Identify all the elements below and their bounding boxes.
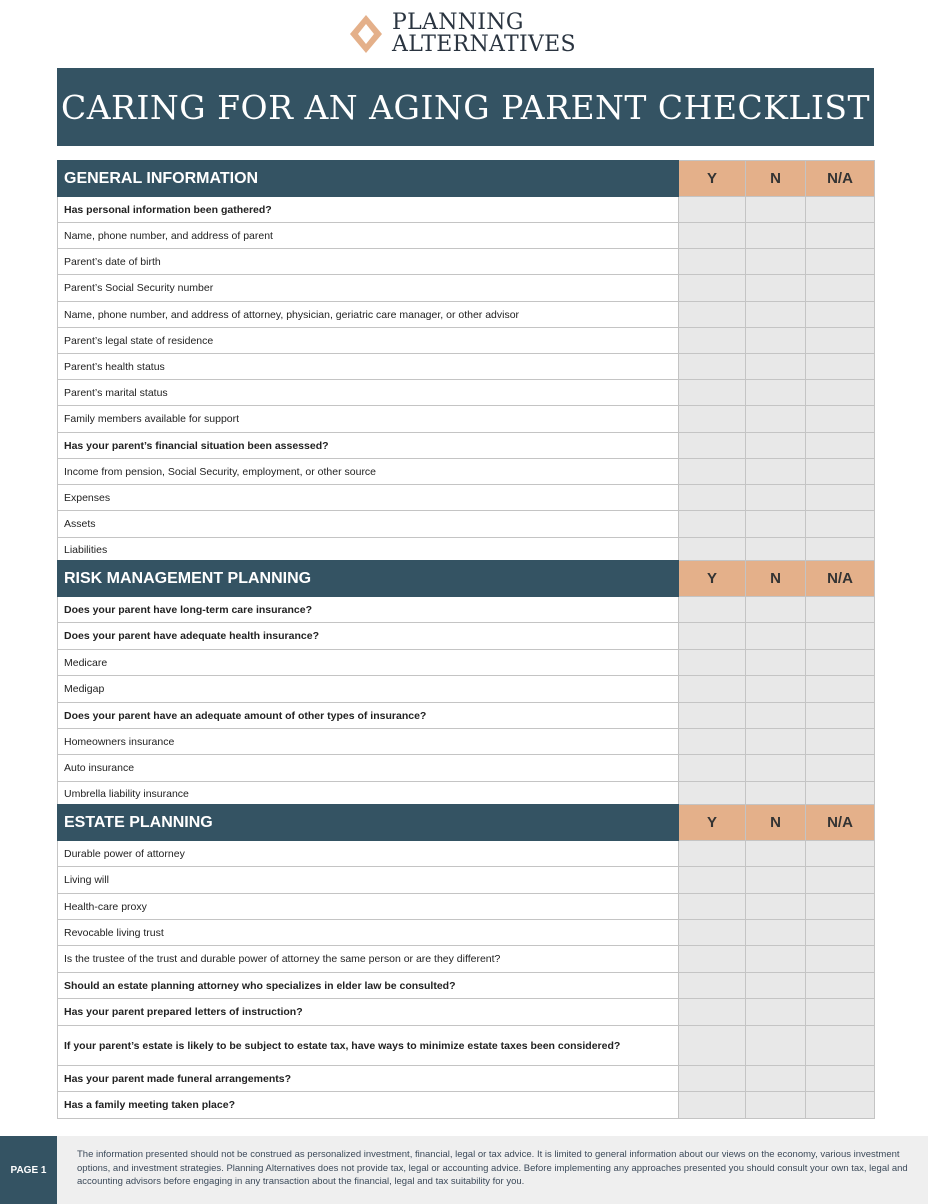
checkbox-n[interactable] <box>746 755 806 782</box>
checklist-row <box>58 999 875 1026</box>
checkbox-na[interactable] <box>806 223 875 249</box>
checklist-row <box>58 920 875 946</box>
checkbox-y[interactable] <box>679 380 746 406</box>
checklist-row <box>58 406 875 433</box>
checkbox-y[interactable] <box>679 1026 746 1066</box>
checklist-item: Name, phone number, and address of attorney, physician, geriatric care manager, or other advisor <box>58 302 679 328</box>
checkbox-y[interactable] <box>679 650 746 676</box>
checklist-item: Umbrella liability insurance <box>58 782 679 807</box>
checklist-row <box>58 302 875 328</box>
section-general-information <box>57 160 875 563</box>
checkbox-na[interactable] <box>806 729 875 755</box>
checklist-item: Medicare <box>58 650 679 676</box>
checkbox-y[interactable] <box>679 867 746 894</box>
checkbox-n[interactable] <box>746 894 806 920</box>
checklist-question: Has your parent prepared letters of instruction? <box>58 999 679 1026</box>
checklist-row <box>58 597 875 623</box>
checkbox-y[interactable] <box>679 894 746 920</box>
checkbox-n[interactable] <box>746 354 806 380</box>
checkbox-y[interactable] <box>679 538 746 563</box>
checkbox-y[interactable] <box>679 249 746 275</box>
checklist-row <box>58 623 875 650</box>
checkbox-na[interactable] <box>806 302 875 328</box>
checklist-row <box>58 538 875 563</box>
checklist-row <box>58 459 875 485</box>
checkbox-na[interactable] <box>806 920 875 946</box>
checklist-row <box>58 867 875 894</box>
checkbox-y[interactable] <box>679 946 746 973</box>
checkbox-na[interactable] <box>806 782 875 807</box>
checklist-question: If your parent’s estate is likely to be subject to estate tax, have ways to minimize estate taxes been considered? <box>58 1026 679 1066</box>
checkbox-n[interactable] <box>746 782 806 807</box>
checklist-item: Homeowners insurance <box>58 729 679 755</box>
checkbox-na[interactable] <box>806 275 875 302</box>
checklist-row <box>58 223 875 249</box>
checkbox-na[interactable] <box>806 1092 875 1119</box>
checklist-row <box>58 703 875 729</box>
checkbox-n[interactable] <box>746 485 806 511</box>
checklist-item: Auto insurance <box>58 755 679 782</box>
checkbox-y[interactable] <box>679 406 746 433</box>
checkbox-na[interactable] <box>806 459 875 485</box>
title-banner <box>57 68 874 146</box>
checkbox-na[interactable] <box>806 485 875 511</box>
checklist-question: Does your parent have adequate health insurance? <box>58 623 679 650</box>
checkbox-n[interactable] <box>746 650 806 676</box>
checkbox-n[interactable] <box>746 597 806 623</box>
column-header-n: N <box>746 805 806 841</box>
checkbox-n[interactable] <box>746 249 806 275</box>
checklist-question: Has personal information been gathered? <box>58 197 679 223</box>
checkbox-y[interactable] <box>679 223 746 249</box>
page-label: PAGE <box>10 1164 39 1176</box>
section-title: ESTATE PLANNING <box>58 805 679 841</box>
checkbox-na[interactable] <box>806 841 875 867</box>
checkbox-y[interactable] <box>679 433 746 459</box>
checkbox-n[interactable] <box>746 973 806 999</box>
checkbox-y[interactable] <box>679 197 746 223</box>
checkbox-na[interactable] <box>806 380 875 406</box>
checkbox-y[interactable] <box>679 1066 746 1092</box>
column-header-n: N <box>746 161 806 197</box>
section-header-row <box>58 161 875 197</box>
checkbox-na[interactable] <box>806 650 875 676</box>
checkbox-y[interactable] <box>679 354 746 380</box>
checkbox-y[interactable] <box>679 275 746 302</box>
checkbox-y[interactable] <box>679 755 746 782</box>
section-title: RISK MANAGEMENT PLANNING <box>58 561 679 597</box>
checkbox-n[interactable] <box>746 380 806 406</box>
checklist-item: Parent’s date of birth <box>58 249 679 275</box>
checklist-row <box>58 354 875 380</box>
column-header-n: N <box>746 561 806 597</box>
checklist-item: Family members available for support <box>58 406 679 433</box>
brand-logo <box>348 10 576 58</box>
checkbox-n[interactable] <box>746 433 806 459</box>
column-header-na: N/A <box>806 161 875 197</box>
brand-wordmark <box>392 12 576 56</box>
checklist-row <box>58 249 875 275</box>
checklist-row <box>58 676 875 703</box>
checklist-row <box>58 197 875 223</box>
checkbox-na[interactable] <box>806 406 875 433</box>
checkbox-n[interactable] <box>746 623 806 650</box>
checkbox-na[interactable] <box>806 867 875 894</box>
checklist-row <box>58 946 875 973</box>
column-header-y: Y <box>679 805 746 841</box>
checkbox-y[interactable] <box>679 1092 746 1119</box>
checklist-question: Does your parent have long-term care insurance? <box>58 597 679 623</box>
checkbox-y[interactable] <box>679 973 746 999</box>
checklist-row <box>58 841 875 867</box>
checkbox-na[interactable] <box>806 703 875 729</box>
checklist-question: Has a family meeting taken place? <box>58 1092 679 1119</box>
page-indicator <box>0 1136 57 1204</box>
checklist-question: Should an estate planning attorney who specializes in elder law be consulted? <box>58 973 679 999</box>
checklist-row <box>58 511 875 538</box>
checklist-row <box>58 433 875 459</box>
checkbox-na[interactable] <box>806 623 875 650</box>
checkbox-na[interactable] <box>806 1066 875 1092</box>
column-header-y: Y <box>679 161 746 197</box>
section-title: GENERAL INFORMATION <box>58 161 679 197</box>
checklist-row <box>58 755 875 782</box>
checkbox-n[interactable] <box>746 703 806 729</box>
checkbox-y[interactable] <box>679 302 746 328</box>
checkbox-na[interactable] <box>806 249 875 275</box>
checkbox-y[interactable] <box>679 703 746 729</box>
diamond-logo-icon <box>348 13 384 55</box>
checkbox-na[interactable] <box>806 676 875 703</box>
section-risk-management-planning <box>57 560 875 807</box>
checklist-question: Has your parent made funeral arrangements? <box>58 1066 679 1092</box>
checkbox-y[interactable] <box>679 676 746 703</box>
checkbox-y[interactable] <box>679 597 746 623</box>
checklist-item: Liabilities <box>58 538 679 563</box>
checkbox-n[interactable] <box>746 406 806 433</box>
checkbox-na[interactable] <box>806 511 875 538</box>
column-header-na: N/A <box>806 805 875 841</box>
page-number: 1 <box>40 1164 47 1176</box>
checklist-row <box>58 782 875 807</box>
checkbox-n[interactable] <box>746 841 806 867</box>
checklist-item: Health-care proxy <box>58 894 679 920</box>
disclaimer-text: The information presented should not be construed as personalized investment, financial, legal or tax advice. It is limited to general information about our views on the economy, various investment options, and investment strategies. Planning Alternatives does not provide tax, legal or accounting advice. Before implementing any approaches presented you should consult your own tax, legal and accounting advisors before engaging in any transaction about the financial, legal and tax suitability for you. <box>77 1149 908 1187</box>
checkbox-n[interactable] <box>746 197 806 223</box>
checkbox-y[interactable] <box>679 623 746 650</box>
section-header-row <box>58 561 875 597</box>
checklist-row <box>58 275 875 302</box>
checklist-row <box>58 1092 875 1119</box>
checkbox-n[interactable] <box>746 1092 806 1119</box>
checklist-item: Parent’s marital status <box>58 380 679 406</box>
checklist-row <box>58 650 875 676</box>
checklist-row <box>58 973 875 999</box>
checkbox-n[interactable] <box>746 1066 806 1092</box>
checkbox-n[interactable] <box>746 223 806 249</box>
checklist-item: Parent’s legal state of residence <box>58 328 679 354</box>
checkbox-y[interactable] <box>679 999 746 1026</box>
checklist-row <box>58 485 875 511</box>
checklist-item: Living will <box>58 867 679 894</box>
checkbox-na[interactable] <box>806 973 875 999</box>
checkbox-na[interactable] <box>806 1026 875 1066</box>
checkbox-n[interactable] <box>746 302 806 328</box>
checklist-row <box>58 729 875 755</box>
checkbox-n[interactable] <box>746 328 806 354</box>
checkbox-n[interactable] <box>746 920 806 946</box>
checkbox-n[interactable] <box>746 867 806 894</box>
checkbox-n[interactable] <box>746 538 806 563</box>
checklist-item: Name, phone number, and address of parent <box>58 223 679 249</box>
checklist-item: Parent’s health status <box>58 354 679 380</box>
checklist-item: Revocable living trust <box>58 920 679 946</box>
checklist-item: Income from pension, Social Security, employment, or other source <box>58 459 679 485</box>
checkbox-n[interactable] <box>746 1026 806 1066</box>
checklist-item: Medigap <box>58 676 679 703</box>
checkbox-n[interactable] <box>746 275 806 302</box>
checkbox-na[interactable] <box>806 597 875 623</box>
checkbox-y[interactable] <box>679 459 746 485</box>
checklist-question: Has your parent’s financial situation been assessed? <box>58 433 679 459</box>
checkbox-na[interactable] <box>806 197 875 223</box>
column-header-na: N/A <box>806 561 875 597</box>
column-header-y: Y <box>679 561 746 597</box>
checkbox-n[interactable] <box>746 946 806 973</box>
page-footer <box>0 1136 928 1204</box>
checkbox-y[interactable] <box>679 841 746 867</box>
brand-line1: PLANNING <box>392 10 524 35</box>
checklist-item: Durable power of attorney <box>58 841 679 867</box>
checklist-row <box>58 1066 875 1092</box>
checkbox-na[interactable] <box>806 894 875 920</box>
brand-line2: ALTERNATIVES <box>392 32 576 57</box>
checkbox-na[interactable] <box>806 755 875 782</box>
checkbox-y[interactable] <box>679 328 746 354</box>
checklist-item: Expenses <box>58 485 679 511</box>
checkbox-y[interactable] <box>679 729 746 755</box>
page-title: CARING FOR AN AGING PARENT CHECKLIST <box>60 87 871 127</box>
checkbox-na[interactable] <box>806 354 875 380</box>
checklist-row <box>58 894 875 920</box>
checklist-item: Assets <box>58 511 679 538</box>
checklist-item: Parent’s Social Security number <box>58 275 679 302</box>
checkbox-na[interactable] <box>806 433 875 459</box>
checkbox-n[interactable] <box>746 999 806 1026</box>
checkbox-n[interactable] <box>746 676 806 703</box>
checkbox-n[interactable] <box>746 729 806 755</box>
checkbox-na[interactable] <box>806 999 875 1026</box>
checkbox-n[interactable] <box>746 511 806 538</box>
checkbox-y[interactable] <box>679 782 746 807</box>
checkbox-y[interactable] <box>679 485 746 511</box>
checklist-item: Is the trustee of the trust and durable power of attorney the same person or are they different? <box>58 946 679 973</box>
checkbox-y[interactable] <box>679 920 746 946</box>
checkbox-n[interactable] <box>746 459 806 485</box>
checkbox-y[interactable] <box>679 511 746 538</box>
checklist-row <box>58 380 875 406</box>
section-header-row <box>58 805 875 841</box>
checkbox-na[interactable] <box>806 328 875 354</box>
checklist-row <box>58 1026 875 1066</box>
checkbox-na[interactable] <box>806 538 875 563</box>
section-estate-planning <box>57 804 875 1119</box>
checklist-row <box>58 328 875 354</box>
checklist-question: Does your parent have an adequate amount of other types of insurance? <box>58 703 679 729</box>
checkbox-na[interactable] <box>806 946 875 973</box>
